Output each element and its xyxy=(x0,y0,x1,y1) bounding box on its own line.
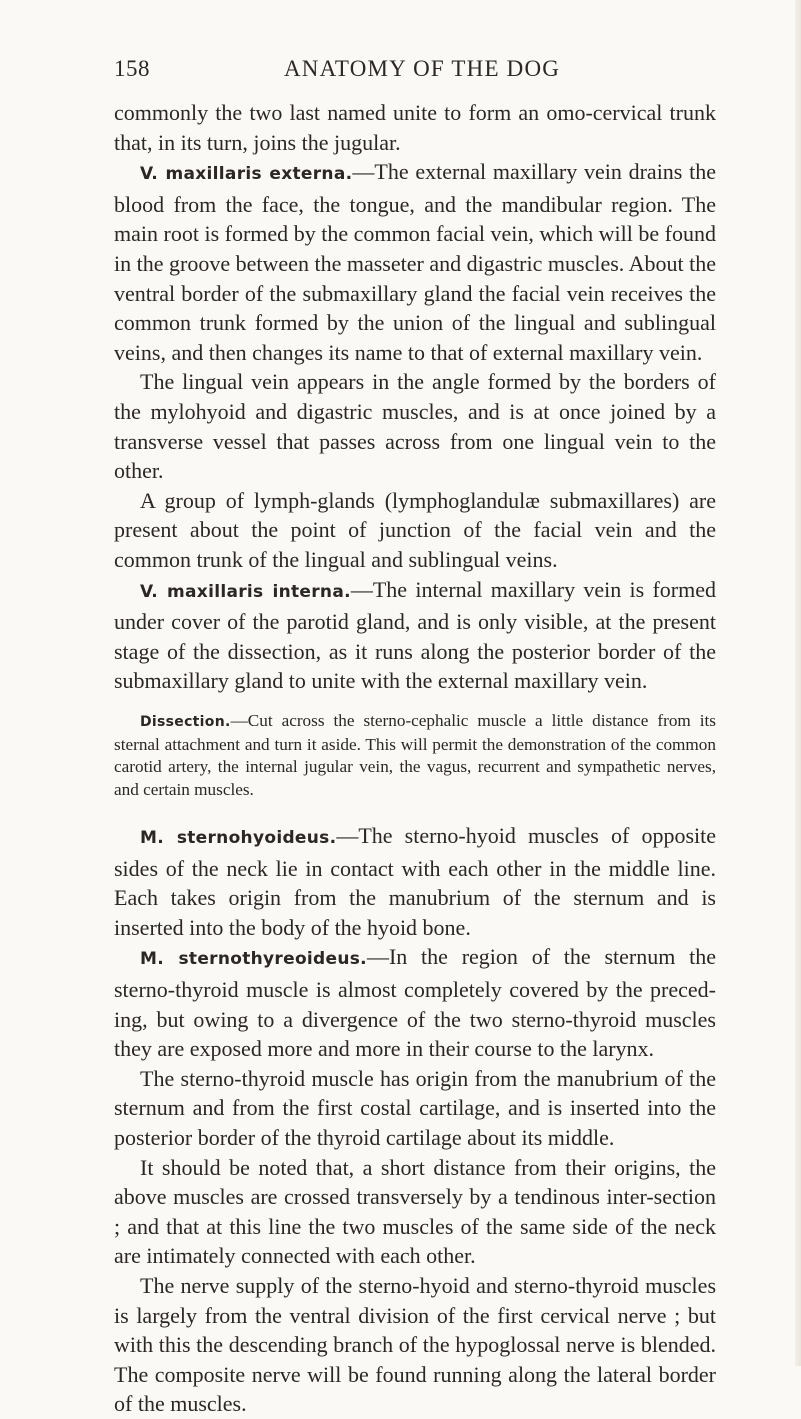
term-heading: M. sternothyreoideus. xyxy=(140,949,367,970)
running-title: ANATOMY OF THE DOG xyxy=(284,56,561,81)
paragraph-m-sternohyoideus: M. sternohyoideus.—The sterno-hyoid muscles of opposite sides of the neck lie in contact with each other in the middle line. Each takes origin from the manubrium of the sternum and is inserted into the body of the hyoid bone. xyxy=(114,823,716,940)
paragraph-lingual-vein: The lingual vein appears in the angle formed by the borders of the mylohyoid and digastric muscles, and is at once joined by a transverse vessel that passes across from one lingual vein to the other. xyxy=(114,369,716,484)
page-edge xyxy=(795,0,801,1366)
term-heading: V. maxillaris interna. xyxy=(140,581,351,602)
paragraph-dissection-note: Dissection.—Cut across the sterno-cephalic muscle a little distance from its sternal attachment and turn it aside. This will permit the demonstration of the common carotid artery, the internal jugular vein, the vagus, recurrent and sympathetic nerves, and certain muscles. xyxy=(114,710,716,800)
page-number: 158 xyxy=(114,56,150,81)
paragraph-v-maxillaris-interna: V. maxillaris interna.—The internal maxillary vein is formed under cover of the parotid gland, and is only visible, at the present stage of the dissection, as it runs along the posterior border of the submaxillary gland to unite with the external maxillary vein. xyxy=(114,576,717,694)
page-body xyxy=(114,98,716,1419)
term-heading: V. maxillaris externa. xyxy=(140,164,353,185)
paragraph-nerve-supply: The nerve supply of the sterno-hyoid and sterno-thyroid muscles is largely from the ventral division of the first cervical nerve ; but with this the descending branch of the hypoglossal nerve is blended. The composite nerve will be found running along the lateral border of the muscles. xyxy=(114,1272,716,1417)
page-header xyxy=(114,56,714,86)
paragraph-tendinous-intersection: It should be noted that, a short distance from their origins, the above muscles are crossed transversely by a tendinous inter-section ; and that at this line the two muscles of the same side of the neck are intimately connected with each other. xyxy=(114,1154,716,1269)
paragraph-sterno-thyroid-origin: The sterno-thyroid muscle has origin from the manubrium of the sternum and from the first costal cartilage, and is inserted into the posterior border of the thyroid cartilage about its middle. xyxy=(114,1065,716,1150)
paragraph-lymph-glands: A group of lymph-glands (lymphoglandulæ submaxillares) are present about the point of junction of the facial vein and the common trunk of the lingual and sublingual veins. xyxy=(114,487,716,572)
paragraph-v-maxillaris-externa: V. maxillaris externa.—The external maxillary vein drains the blood from the face, the tongue, and the mandibular region. The main root is formed by the common facial vein, which will be found in the groove between the masseter and digastric muscles. About the ventral border of the submaxillary gland the facial vein receives the common trunk formed by the union of the lingual and sublingual veins, and then changes its name to that of external maxillary vein. xyxy=(114,159,716,365)
term-heading: M. sternohyoideus. xyxy=(140,828,337,849)
term-heading: Dissection. xyxy=(140,713,231,730)
paragraph-continuation: commonly the two last named unite to form an omo-cervical trunk that, in its turn, joins the jugular. xyxy=(114,100,716,155)
paragraph-m-sternothyreoideus: M. sternothyreoideus.—In the region of the sternum the sterno-thyroid muscle is almost completely covered by the preced-ing, but owing to a divergence of the two sterno-thyroid muscles they are exposed more and more in their course to the larynx. xyxy=(114,944,716,1062)
